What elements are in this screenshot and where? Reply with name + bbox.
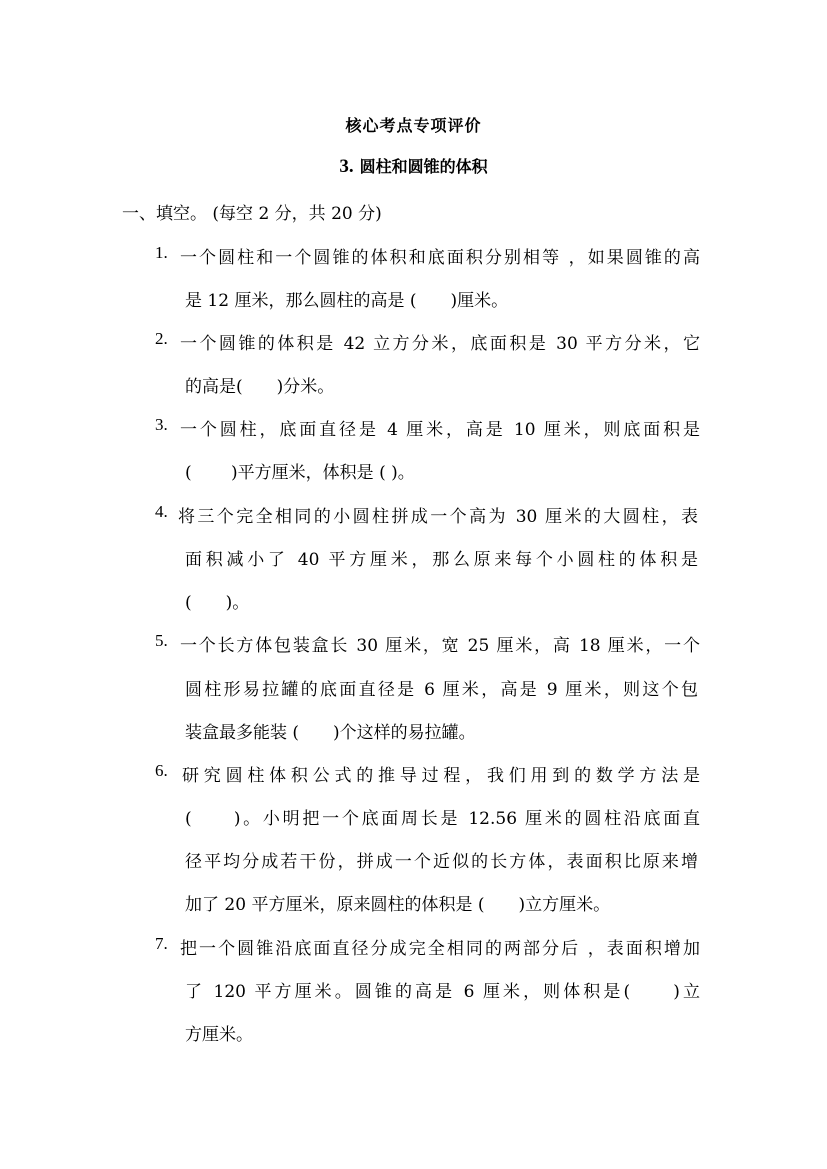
question-line: 了 120 平方厘米。圆锥的高是 6 厘米，则体积是( )立 (185, 982, 700, 1002)
question-line: 一个圆柱和一个圆锥的体积和底面积分别相等 ，如果圆锥的高 (180, 248, 700, 268)
question-number: 6. (155, 761, 168, 780)
question-number: 5. (155, 631, 168, 650)
question-line: 一个圆柱，底面直径是 4 厘米，高是 10 厘米，则底面积是 (180, 420, 700, 440)
question-number: 4. (155, 502, 168, 521)
question-line: ( )。小明把一个底面周长是 12.56 厘米的圆柱沿底面直 (185, 809, 700, 829)
question-number: 2. (155, 329, 168, 348)
document-title: 核心考点专项评价 (345, 116, 482, 135)
question-line: 研究圆柱体积公式的推导过程，我们用到的数学方法是 (182, 766, 700, 786)
question-line: 圆柱形易拉罐的底面直径是 6 厘米，高是 9 厘米，则这个包 (185, 680, 698, 700)
question-line: 将三个完全相同的小圆柱拼成一个高为 30 厘米的大圆柱，表 (178, 507, 698, 527)
document-subtitle (0, 154, 827, 178)
question-number: 7. (155, 934, 168, 953)
question-line: ( )。 (185, 593, 250, 613)
question-line: 把一个圆锥沿底面直径分成完全相同的两部分后 ，表面积增加 (180, 939, 700, 959)
question-line: 是 12 厘米，那么圆柱的高是 ( )厘米。 (185, 291, 509, 311)
question-line: ( )平方厘米，体积是 ( )。 (185, 463, 415, 483)
subtitle-number: 3. (339, 156, 354, 177)
question-number: 3. (155, 415, 168, 434)
question-line: 一个圆锥的体积是 42 立方分米，底面积是 30 平方分米，它 (180, 334, 700, 354)
question-line: 的高是( )分米。 (185, 377, 335, 397)
subtitle-text: 圆柱和圆锥的体积 (359, 157, 488, 176)
question-line: 加了 20 平方厘米，原来圆柱的体积是 ( )立方厘米。 (185, 895, 611, 915)
question-line: 装盒最多能装 ( )个这样的易拉罐。 (185, 723, 476, 743)
question-line: 径平均分成若干份，拼成一个近似的长方体，表面积比原来增 (185, 852, 698, 872)
question-line: 方厘米。 (185, 1025, 253, 1045)
question-line: 面积减小了 40 平方厘米，那么原来每个小圆柱的体积是 (185, 550, 698, 570)
question-number: 1. (155, 243, 168, 262)
section-heading: 一、填空。 (每空 2 分，共 20 分) (122, 204, 382, 224)
question-line: 一个长方体包装盒长 30 厘米，宽 25 厘米，高 18 厘米，一个 (180, 636, 700, 656)
